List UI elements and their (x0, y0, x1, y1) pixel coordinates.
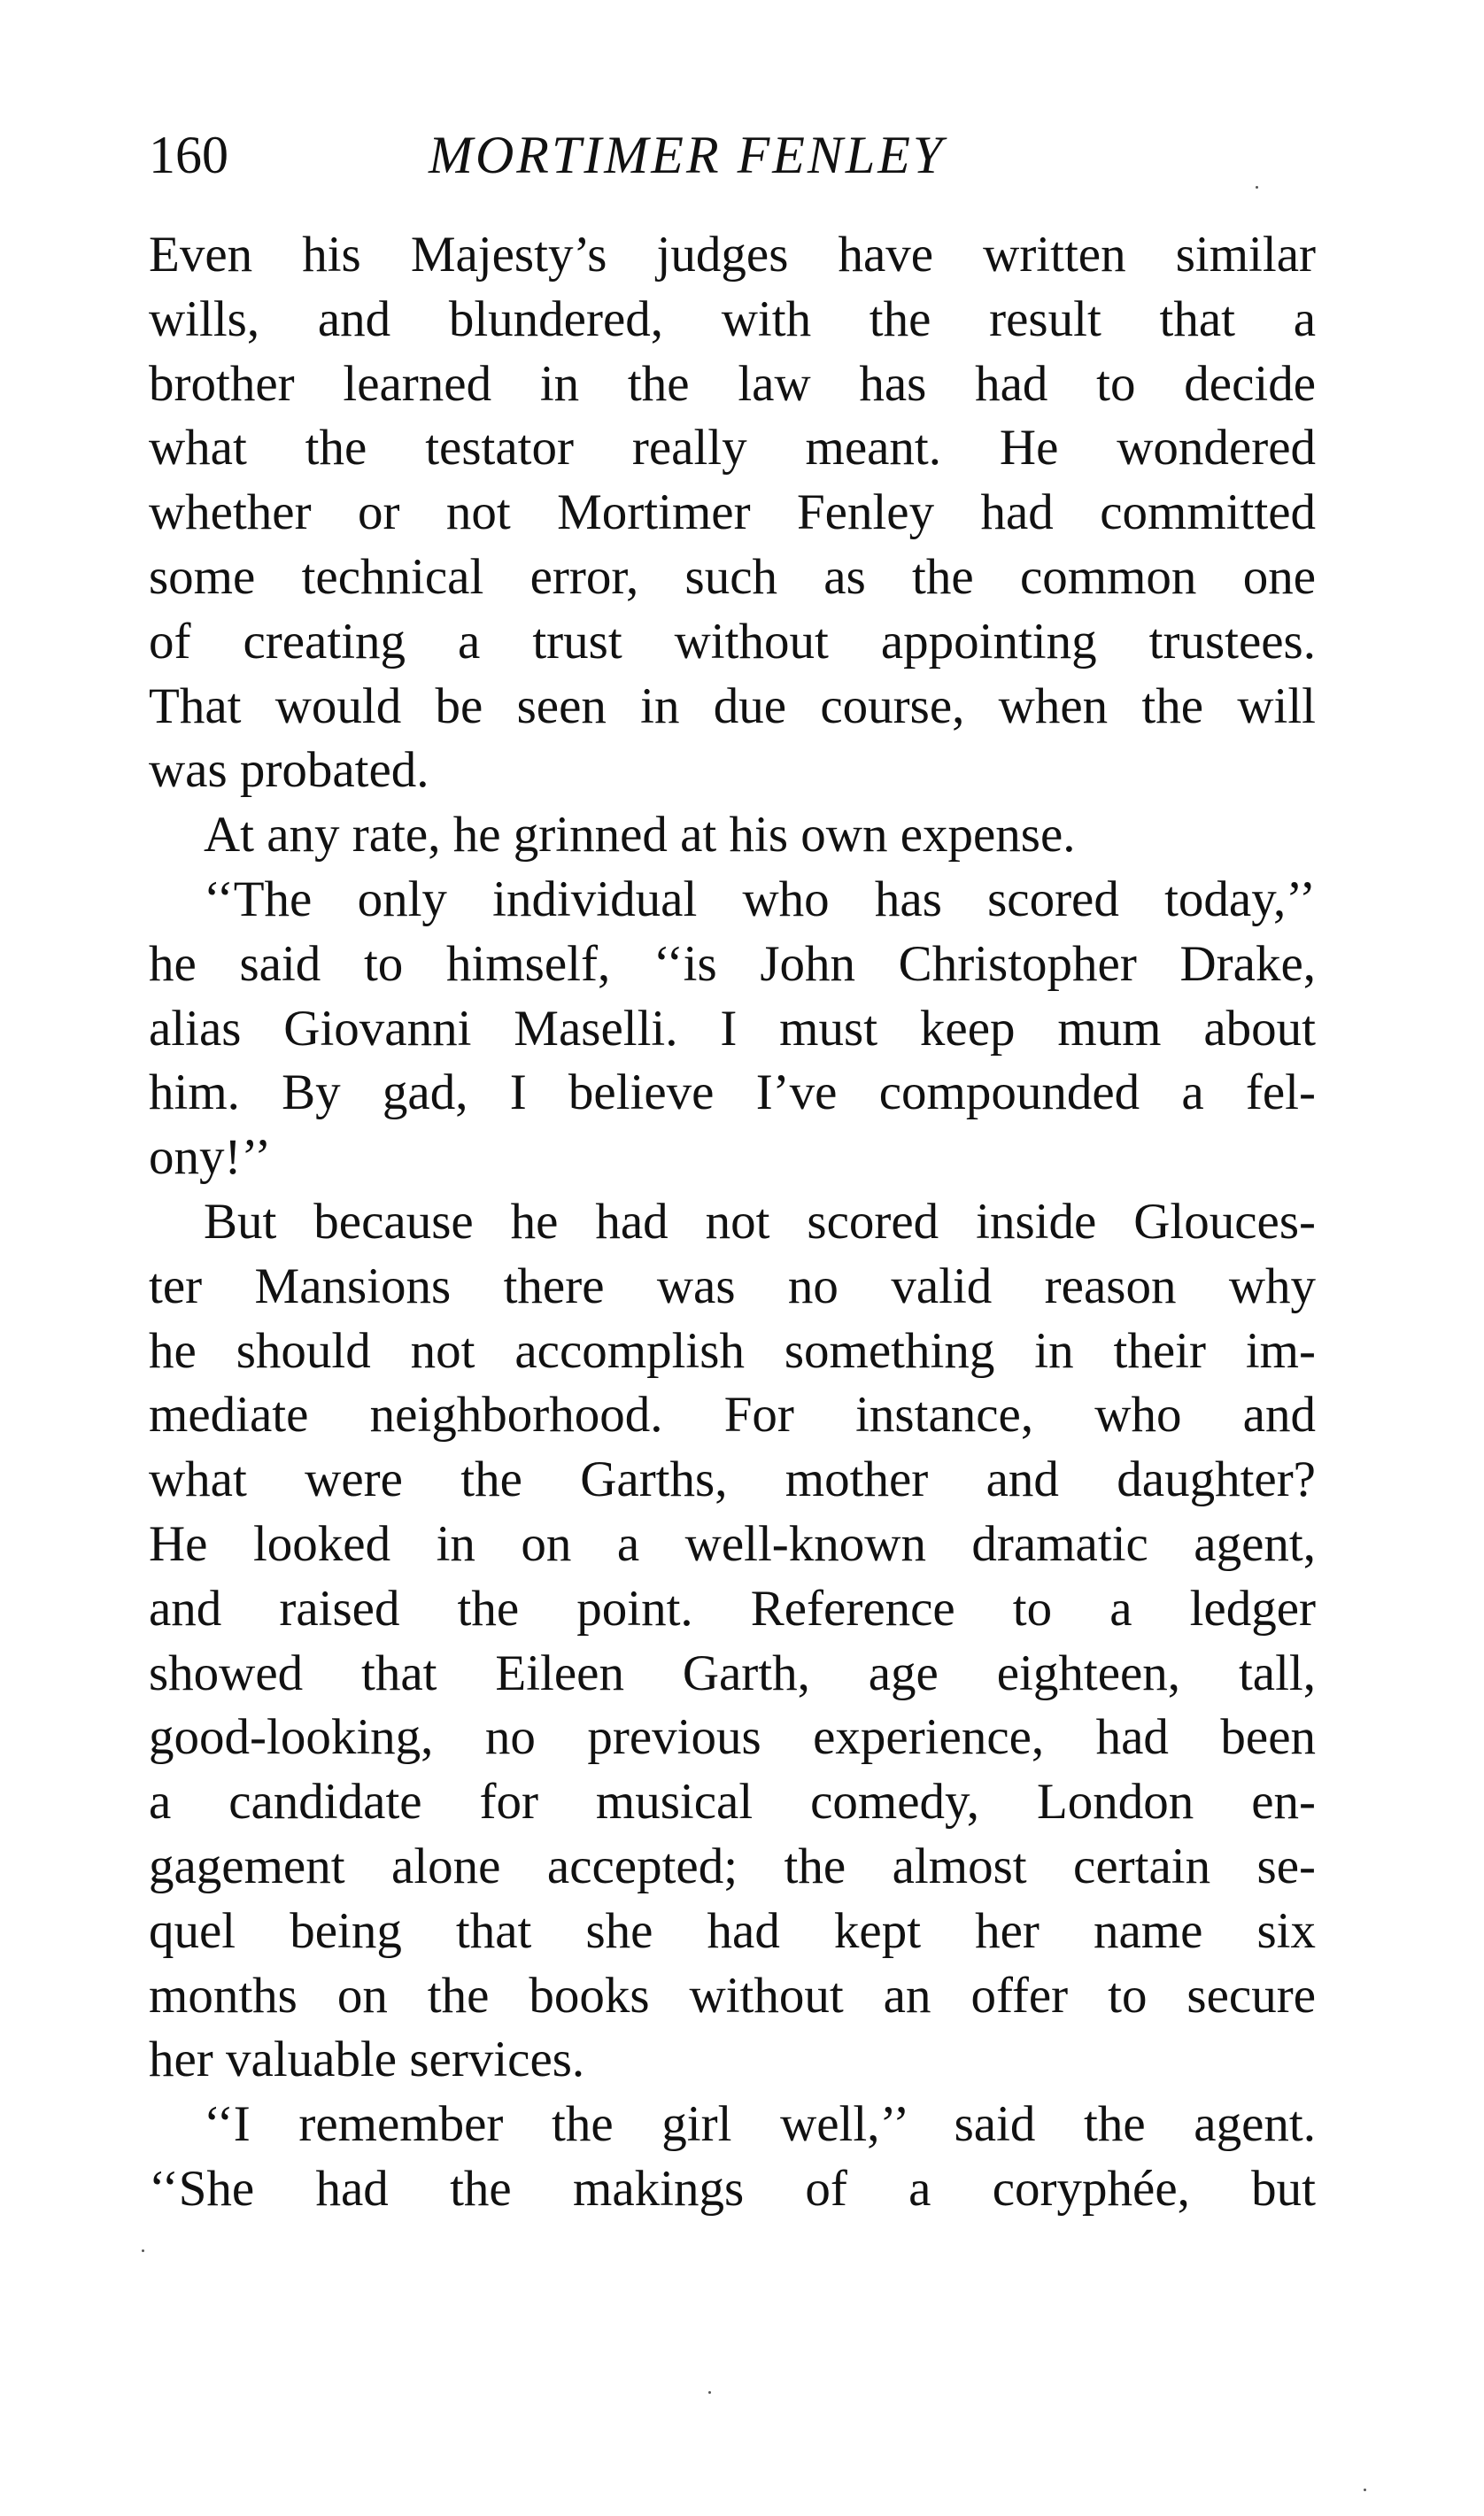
text-line: ‘‘I remember the girl well,’’ said the agent. (204, 2096, 1316, 2153)
text-line: months on the books without an offer to secure (149, 1967, 1316, 2024)
text-line: a candidate for musical comedy, London en- (149, 1774, 1316, 1831)
text-line: At any rate, he grinned at his own expense. (204, 807, 1076, 863)
scan-speck (708, 2391, 711, 2394)
text-line: brother learned in the law has had to decide (149, 355, 1316, 412)
body-text (149, 223, 1316, 2222)
text-line: showed that Eileen Garth, age eighteen, tall, (149, 1645, 1316, 1701)
text-line: He looked in on a well-known dramatic agent, (149, 1515, 1316, 1572)
text-line: gagement alone accepted; the almost certain se- (149, 1838, 1316, 1894)
text-line: whether or not Mortimer Fenley had committed (149, 484, 1316, 541)
text-line: wills, and blundered, with the result that a (149, 290, 1316, 347)
text-line: That would be seen in due course, when the will (149, 677, 1316, 734)
running-title: MORTIMER FENLEY (429, 126, 946, 184)
text-line: some technical error, such as the common one (149, 548, 1316, 605)
text-line: he should not accomplish something in their im- (149, 1322, 1316, 1379)
text-line: ‘‘She had the makings of a coryphée, but (149, 2160, 1316, 2217)
page-number: 160 (149, 126, 228, 184)
text-line: him. By gad, I believe I’ve compounded a fel- (149, 1064, 1316, 1121)
scan-speck (1256, 186, 1258, 189)
text-line: quel being that she had kept her name six (149, 1902, 1316, 1959)
text-line: ter Mansions there was no valid reason why (149, 1258, 1316, 1314)
text-line: ‘‘The only individual who has scored today,’’ (204, 871, 1316, 927)
text-line: what were the Garths, mother and daughter? (149, 1452, 1316, 1508)
text-line: her valuable services. (149, 2032, 585, 2088)
text-line: and raised the point. Reference to a ledger (149, 1580, 1316, 1637)
text-line: ony!’’ (149, 1129, 272, 1186)
text-line: alias Giovanni Maselli. I must keep mum about (149, 1000, 1316, 1057)
text-line: what the testator really meant. He wondered (149, 420, 1316, 476)
scan-speck (1364, 2489, 1366, 2491)
text-line: good-looking, no previous experience, had been (149, 1709, 1316, 1766)
text-line: he said to himself, ‘‘is John Christopher Drake, (149, 935, 1316, 992)
scan-speck (142, 2249, 144, 2252)
text-line: Even his Majesty’s judges have written similar (149, 227, 1316, 283)
text-line: was probated. (149, 742, 429, 799)
text-line: of creating a trust without appointing trustees. (149, 613, 1316, 670)
text-line: But because he had not scored inside Glouces- (204, 1193, 1316, 1250)
running-head (149, 115, 1332, 195)
text-line: mediate neighborhood. For instance, who and (149, 1387, 1316, 1444)
